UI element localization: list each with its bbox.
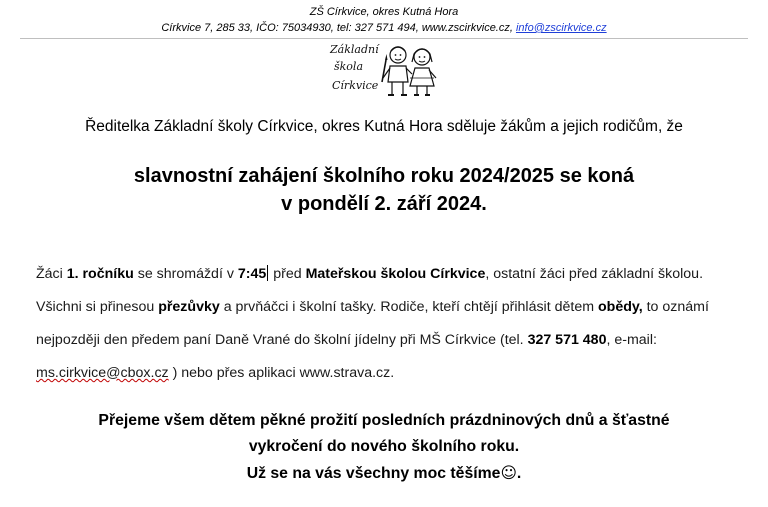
smiley-icon: ☺ — [500, 463, 517, 482]
letterhead-email-link[interactable]: info@zscirkvice.cz — [515, 22, 607, 34]
body-segment: , ostatní žáci před základní školou. Všichni si přinesou — [36, 266, 704, 315]
body-bold-lunches: obědy, — [597, 299, 643, 315]
intro-text: Ředitelka Základní školy Církvice, okres Kutná Hora sděluje žákům a jejich rodičům, že — [85, 118, 683, 135]
body-segment: před — [269, 266, 306, 282]
body-segment: se shromáždí v — [133, 266, 238, 282]
closing-line3-text: Už se na vás všechny moc těšíme — [246, 465, 501, 482]
body-paragraph — [36, 258, 736, 390]
school-logo — [326, 40, 444, 100]
body-segment: , e-mail: — [606, 332, 657, 348]
letterhead-contact — [0, 22, 768, 35]
logo-text-line3: Církvice — [332, 79, 379, 92]
body-bold-phone: 327 571 480 — [527, 332, 607, 348]
body-segment: to oznámí nejpozději den předem paní Daně Vrané do školní jídelny při MŠ Církvice (tel. — [36, 299, 709, 348]
headline-line1: slavnostní zahájení školního roku 2024/2025 se koná — [133, 165, 635, 187]
logo-text-line2: škola — [334, 60, 364, 73]
body-segment: ) nebo přes aplikaci www.strava.cz. — [168, 365, 395, 381]
closing-line3-end: . — [516, 465, 522, 482]
letterhead-school-name: ZŠ Církvice, okres Kutná Hora — [309, 6, 459, 18]
body-bold-slippers: přezůvky — [158, 299, 220, 315]
body-bold-grade: 1. ročníku — [66, 266, 134, 282]
closing-line3 — [0, 460, 768, 487]
children-drawing-icon — [326, 40, 444, 100]
headline-line2: v pondělí 2. září 2024. — [281, 193, 487, 215]
body-bold-time: 7:45 — [237, 266, 267, 282]
letterhead-divider — [20, 38, 748, 39]
body-segment: Žáci — [36, 266, 67, 282]
closing-line1: Přejeme všem dětem pěkné prožití posledních prázdninových dnů a šťastné — [98, 412, 670, 429]
body-bold-place: Mateřskou školou Církvice — [305, 266, 486, 282]
letterhead-address: Církvice 7, 285 33, IČO: 75034930, tel: 327 571 494, www.zscirkvice.cz, — [161, 22, 516, 34]
body-email[interactable]: ms.cirkvice@cbox.cz — [36, 365, 169, 381]
closing-line2: vykročení do nového školního roku. — [248, 438, 520, 455]
logo-text-line1: Základní — [330, 43, 379, 56]
body-segment: a prvňáčci i školní tašky. Rodiče, kteří chtějí přihlásit dětem — [219, 299, 598, 315]
